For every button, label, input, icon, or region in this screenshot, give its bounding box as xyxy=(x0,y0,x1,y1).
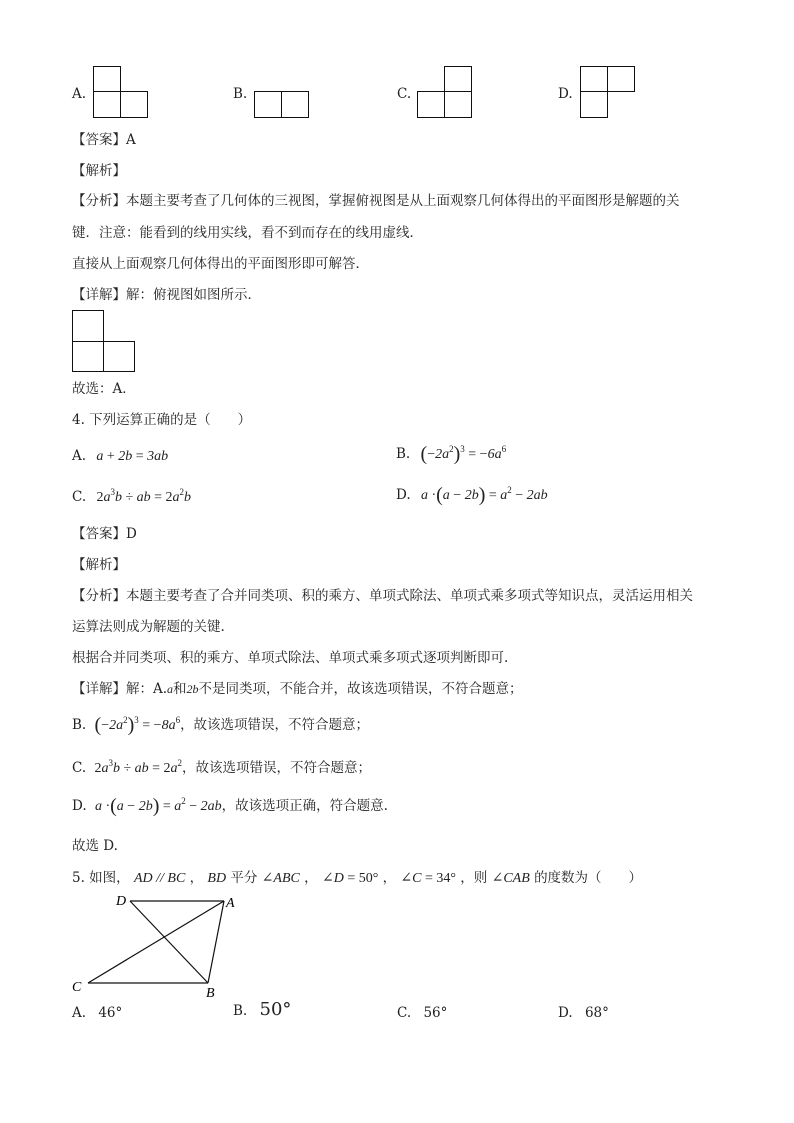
q3-option-b-figure xyxy=(254,91,310,119)
point-label-a: A xyxy=(226,896,235,911)
q3-option-d-figure xyxy=(580,66,636,120)
q4-option-a xyxy=(72,447,168,466)
q5-option-a-value: 46° xyxy=(98,1005,123,1021)
q4-detail-c-label: C. xyxy=(72,760,87,776)
q4-option-d-expr: $a \cdot(a - 2b) = a^2 - 2ab$ xyxy=(420,484,548,506)
q4-option-a-label: A. xyxy=(72,448,87,464)
q4-option-a-expr: a + 2b = 3ab xyxy=(96,449,169,464)
q3-top-view-figure xyxy=(72,310,136,372)
segment-ab xyxy=(208,901,224,983)
q4-detail-b: B. $(-2a^2)^3 = -8a^6$，故该选项错误，不符合题意； xyxy=(72,714,370,736)
q5-option-d: D. 68° xyxy=(558,1005,609,1021)
segment-db xyxy=(130,901,208,983)
q4-stem: 4. 下列运算正确的是（ ） xyxy=(72,412,252,428)
q3-conclusion: 故选：A． xyxy=(72,381,136,397)
q4-detail-d: D. $a \cdot(a - 2b) = a^2 - 2ab$，故该选项正确，符合题意. xyxy=(72,795,388,817)
q4-option-d-label: D. xyxy=(396,487,411,503)
q4-option-d xyxy=(396,486,548,505)
point-label-d: D xyxy=(116,894,127,909)
q3-analysis-heading: 【解析】 xyxy=(72,163,126,179)
point-label-c: C xyxy=(72,980,82,995)
q3-option-b-label: B. xyxy=(233,86,248,102)
q5-stem: 5. 如图， AD // BC ， BD 平分 ∠ABC ， ∠D = 50° ， ∠C = 34° ，则 ∠CAB 的度数为（ ） xyxy=(72,870,643,886)
q4-conclusion: 故选 D. xyxy=(72,838,118,854)
q4-option-c-label: C. xyxy=(72,489,87,505)
q5-stem-prefix: 5. 如图， xyxy=(72,870,130,886)
q4-detail-c-tail: ，故该选项错误，不符合题意； xyxy=(182,760,372,776)
q4-detail-d-tail: ，故该选项正确，符合题意. xyxy=(221,798,388,814)
q5-option-b: B. 50° xyxy=(233,999,292,1020)
q4-detail-c: C. $2a^3b$ ÷ ab = $2a^2$，故该选项错误，不符合题意； xyxy=(72,758,372,776)
q5-option-c-value: 56° xyxy=(423,1005,448,1021)
q4-detail-prefix: 【详解】解：A. xyxy=(72,681,168,697)
q3-analysis-line2: 键．注意：能看到的线用实线，看不到而存在的线用虚线． xyxy=(72,225,423,241)
q4-option-b-label: B. xyxy=(396,446,411,462)
q3-option-c-figure xyxy=(417,66,473,120)
q4-detail-a-tail: 不是同类项，不能合并，故该选项错误，不符合题意； xyxy=(198,681,523,697)
q5-option-d-value: 68° xyxy=(584,1005,609,1021)
q4-analysis-line3: 根据合并同类项、积的乘方、单项式除法、单项式乘多项式逐项判断即可. xyxy=(72,650,509,666)
q4-analysis-heading: 【解析】 xyxy=(72,557,126,573)
q3-analysis-line3: 直接从上面观察几何体得出的平面图形即可解答． xyxy=(72,256,369,272)
q4-detail-b-label: B. xyxy=(72,717,87,733)
q5-option-a: A. 46° xyxy=(72,1005,123,1021)
q3-detail: 【详解】解：俯视图如图所示． xyxy=(72,287,261,303)
q4-answer: 【答案】D xyxy=(72,526,137,542)
q3-option-c-label: C. xyxy=(397,86,412,102)
q4-analysis-line2: 运算法则成为解题的关键. xyxy=(72,619,225,635)
segment-ca xyxy=(88,901,224,983)
q4-option-c xyxy=(72,488,191,507)
q3-answer: 【答案】A xyxy=(72,132,136,148)
q4-option-c-expr: $2a^3b$ ÷ ab = $2a^2b$ xyxy=(96,487,192,505)
q4-detail-d-label: D. xyxy=(72,798,87,814)
q4-option-b-expr: $(-2a^2)^3 = -6a^6$ xyxy=(420,443,507,465)
q3-option-a-figure xyxy=(93,66,149,120)
q3-analysis-line1: 【分析】本题主要考查了几何体的三视图，掌握俯视图是从上面观察几何体得出的平面图形是解题的关 xyxy=(72,193,680,209)
q3-option-d-label: D. xyxy=(558,86,573,102)
q4-option-b xyxy=(396,445,506,464)
q3-option-a-label: A. xyxy=(72,86,87,102)
q5-option-c: C. 56° xyxy=(397,1005,448,1021)
point-label-b: B xyxy=(206,986,215,1001)
q4-analysis-line1: 【分析】本题主要考查了合并同类项、积的乘方、单项式除法、单项式乘多项式等知识点，灵活运用相关 xyxy=(72,588,693,604)
q4-detail-b-tail: ，故该选项错误，不符合题意； xyxy=(180,717,370,733)
q4-detail-a: 【详解】解：A.a和2b不是同类项，不能合并，故该选项错误，不符合题意； xyxy=(72,681,523,697)
q5-geometry-figure xyxy=(68,893,248,1001)
q5-option-b-value: 50° xyxy=(259,999,292,1020)
